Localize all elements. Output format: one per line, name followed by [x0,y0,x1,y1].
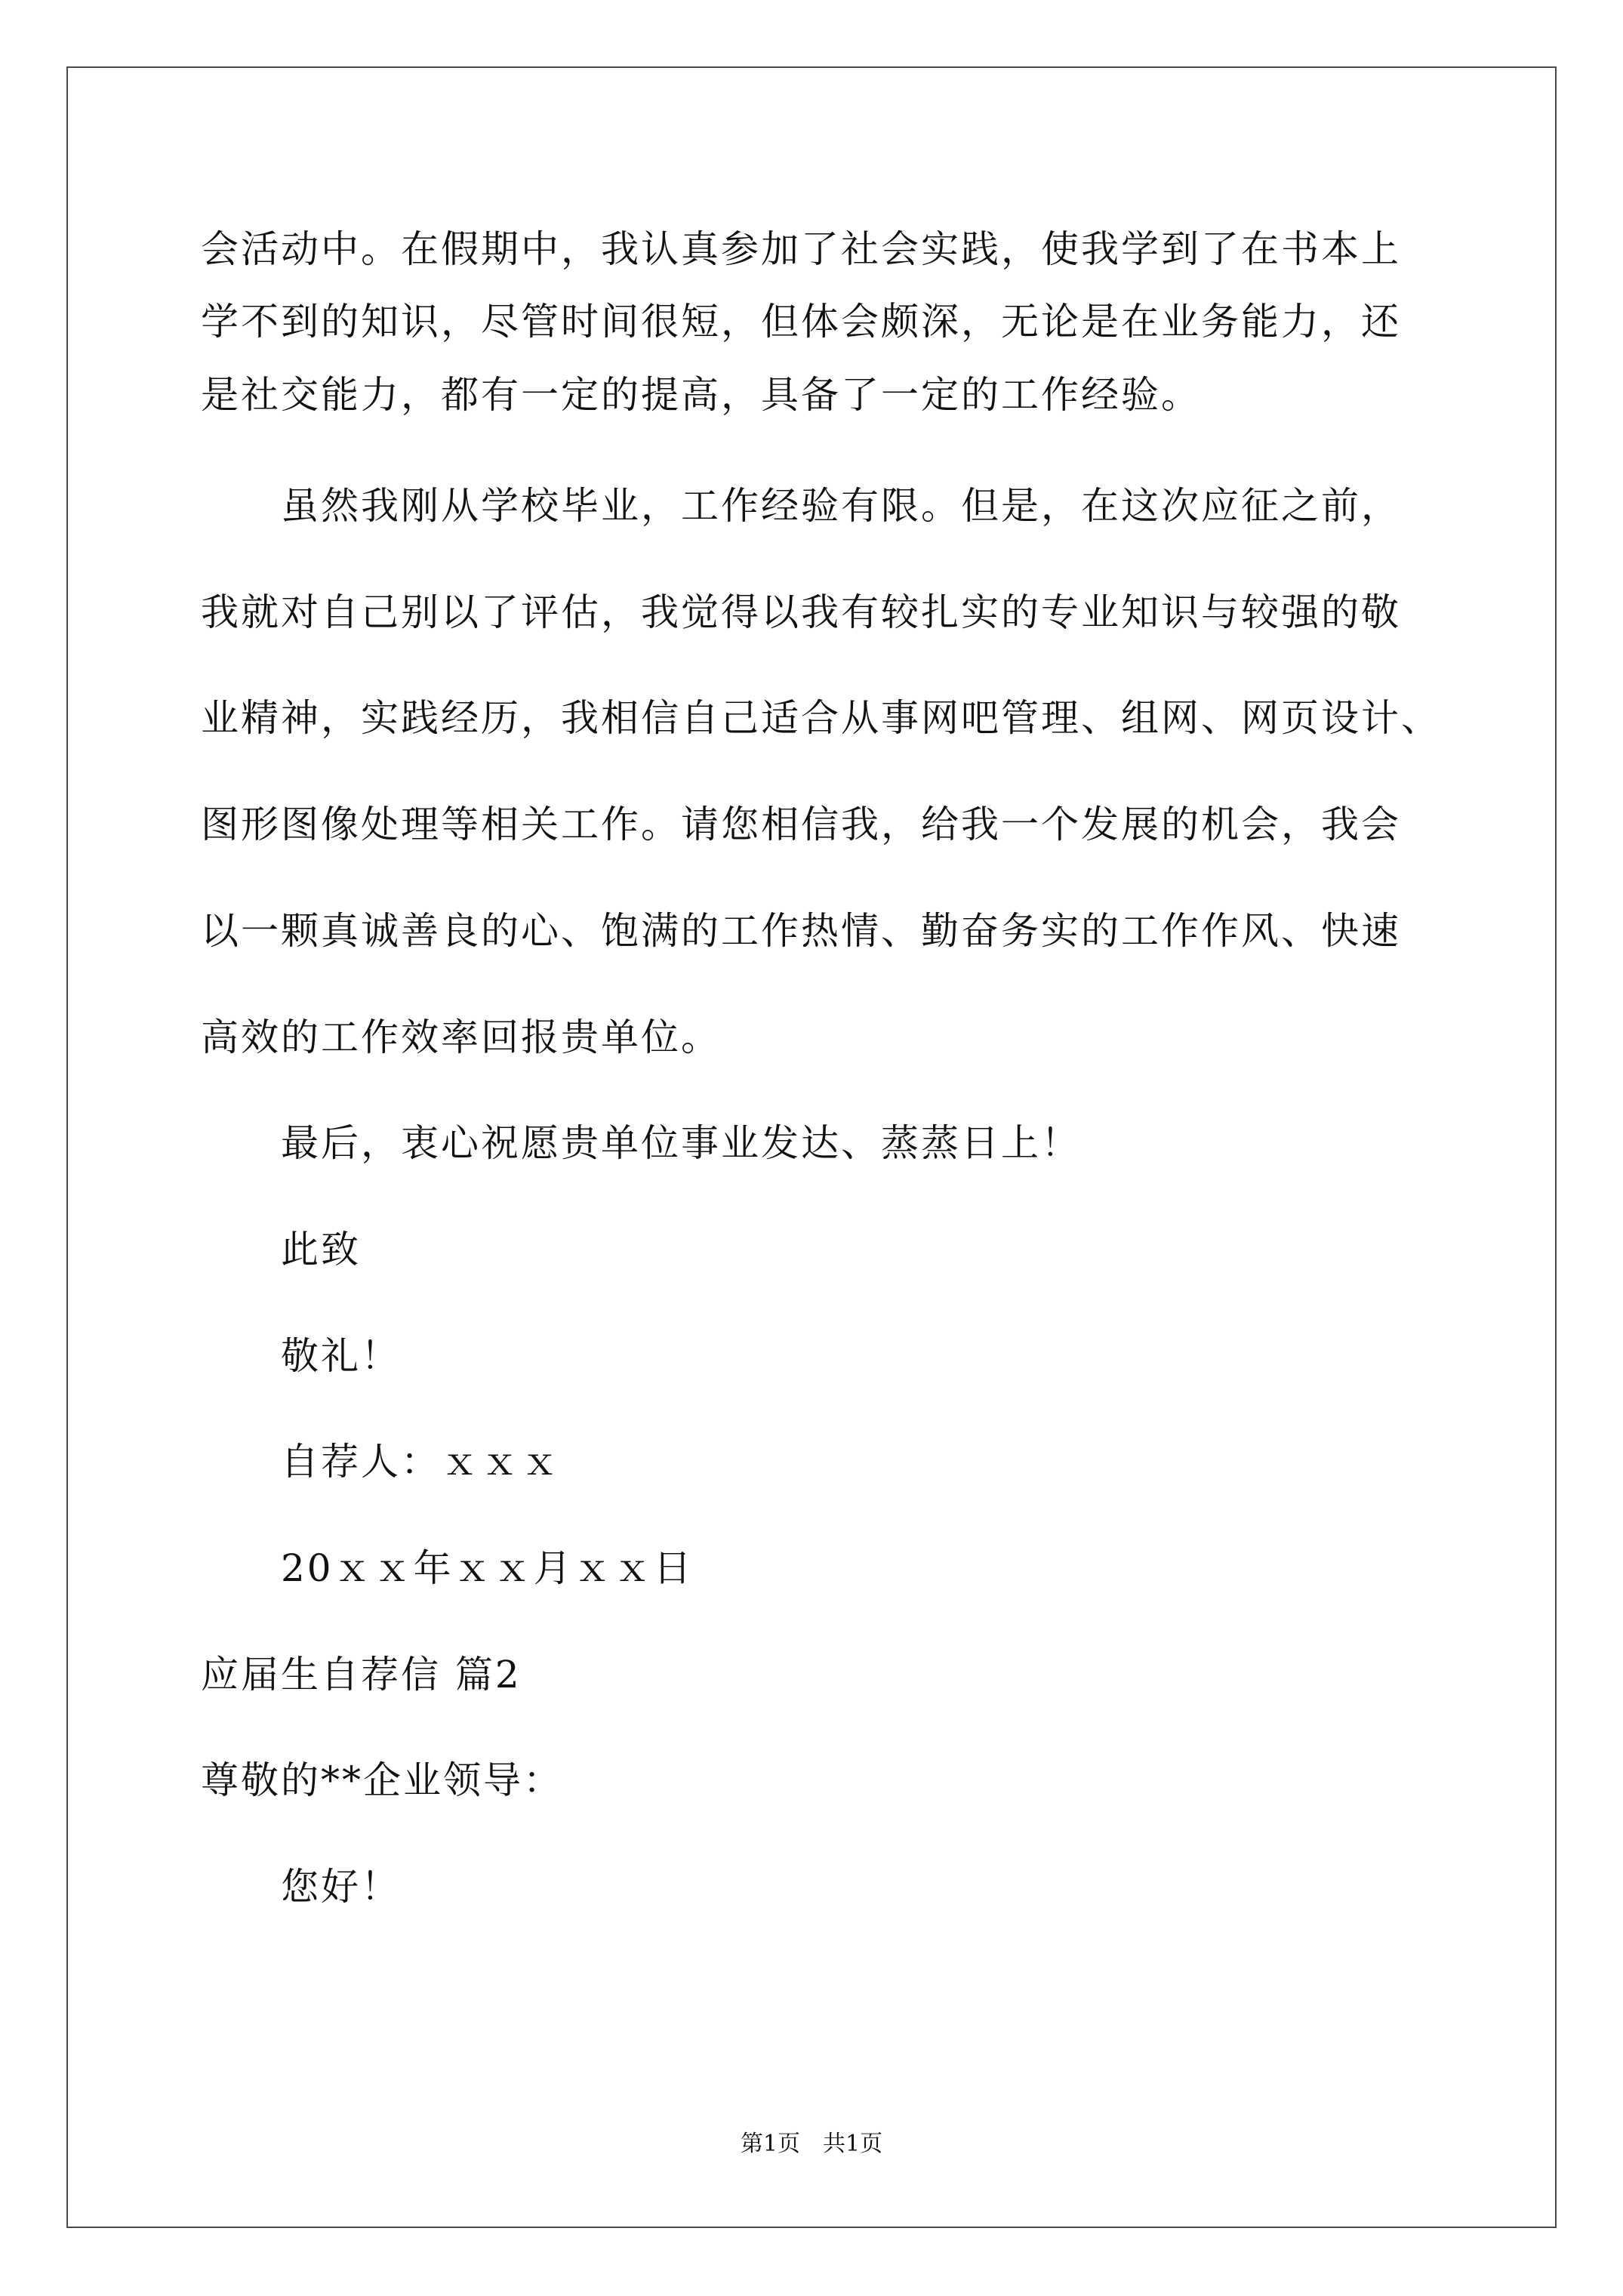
greeting-line: 尊敬的**企业领导： [201,1758,563,1802]
page-footer: 第1页 共1页 [740,2131,883,2157]
date-line: 20ｘｘ年ｘｘ月ｘｘ日 [281,1546,694,1590]
paragraph-line: 我就对自己别以了评估，我觉得以我有较扎实的专业知识与较强的敬 [201,590,1401,634]
salutation-line: 敬礼！ [281,1334,401,1378]
paragraph-line: 学不到的知识，尽管时间很短，但体会颇深，无论是在业务能力，还 [201,300,1401,344]
paragraph-line: 以一颗真诚善良的心、饱满的工作热情、勤奋务实的工作作风、快速 [201,909,1401,953]
section-heading: 应届生自荐信 篇2 [201,1653,522,1697]
paragraph-line: 最后，衷心祝愿贵单位事业发达、蒸蒸日上！ [281,1121,1081,1165]
greeting-line: 您好！ [281,1865,401,1909]
paragraph-line: 高效的工作效率回报贵单位。 [201,1015,721,1059]
paragraph-line: 虽然我刚从学校毕业，工作经验有限。但是，在这次应征之前， [281,484,1401,528]
paragraph-line: 业精神，实践经历，我相信自己适合从事网吧管理、组网、网页设计、 [201,696,1441,740]
signature-line: 自荐人：ｘｘｘ [281,1440,561,1484]
paragraph-line: 会活动中。在假期中，我认真参加了社会实践，使我学到了在书本上 [201,227,1401,271]
paragraph-line: 是社交能力，都有一定的提高，具备了一定的工作经验。 [201,373,1201,417]
salutation-line: 此致 [281,1228,361,1271]
paragraph-line: 图形图像处理等相关工作。请您相信我，给我一个发展的机会，我会 [201,803,1401,846]
